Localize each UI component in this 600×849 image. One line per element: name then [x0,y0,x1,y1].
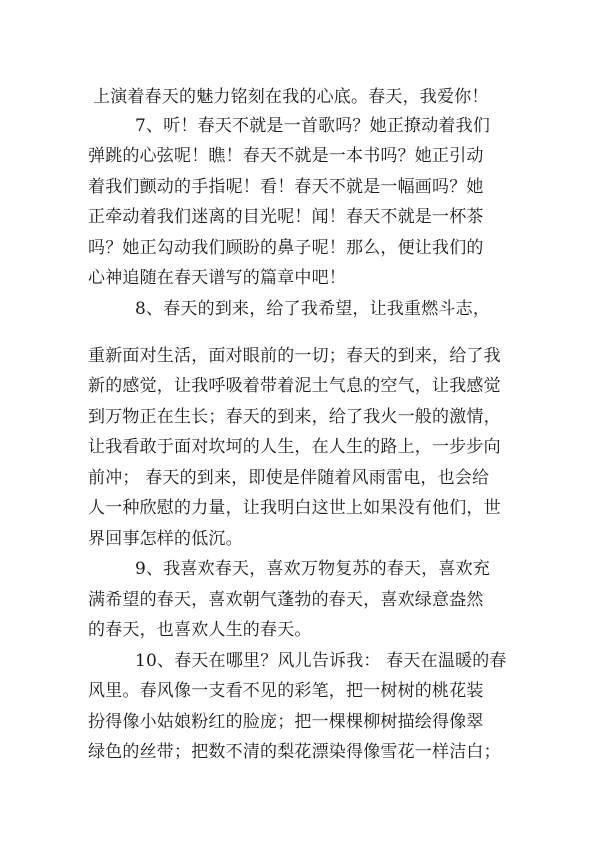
paragraph-7-start: 7、听！春天不就是一首歌吗？她正撩动着我们 [135,116,491,136]
text-line: 界回事怎样的低沉。 [88,529,243,549]
text-line: 到万物正在生长；春天的到来，给了我火一般的激情， [88,407,501,427]
text-line: 正牵动着我们迷离的目光呢！闻！春天不就是一杯茶 [88,207,484,227]
text-line: 扮得像小姑娘粉红的脸庞；把一棵棵柳树描绘得像翠 [88,712,484,732]
paragraph-9-start: 9、我喜欢春天，喜欢万物复苏的春天，喜欢充 [135,559,491,579]
paragraph-10-start: 10、春天在哪里？风儿告诉我： 春天在温暖的春 [135,651,507,671]
text-line: 重新面对生活，面对眼前的一切；春天的到来，给了我 [88,346,501,366]
text-line: 风里。春风像一支看不见的彩笔，把一树树的桃花装 [88,681,484,701]
paragraph-8-start: 8、春天的到来，给了我希望，让我重燃斗志， [135,299,491,319]
text-line: 让我看敢于面对坎坷的人生，在人生的路上，一步步向 [88,437,501,457]
text-line: 吗？她正勾动我们顾盼的鼻子呢！那么，便让我们的 [88,238,484,258]
text-line: 人一种欣慰的力量，让我明白这世上如果没有他们，世 [88,498,501,518]
text-line: 上演着春天的魅力铭刻在我的心底。春天，我爱你！ [93,87,489,107]
text-line: 满希望的春天，喜欢朝气蓬勃的春天，喜欢绿意盎然 [88,590,484,610]
text-line: 的春天，也喜欢人生的春天。 [88,620,312,640]
text-line: 弹跳的心弦呢！瞧！春天不就是一本书吗？她正引动 [88,146,484,166]
text-line: 着我们颤动的手指呢！看！春天不就是一幅画吗？她 [88,177,484,197]
text-line: 心神追随在春天谱写的篇章中吧！ [88,268,346,288]
text-line: 前冲； 春天的到来，即使是伴随着风雨雷电，也会给 [88,468,490,488]
text-line: 新的感觉，让我呼吸着带着泥土气息的空气，让我感觉 [88,376,501,396]
text-line: 绿色的丝带；把数不清的梨花漂染得像雪花一样洁白； [88,742,501,762]
